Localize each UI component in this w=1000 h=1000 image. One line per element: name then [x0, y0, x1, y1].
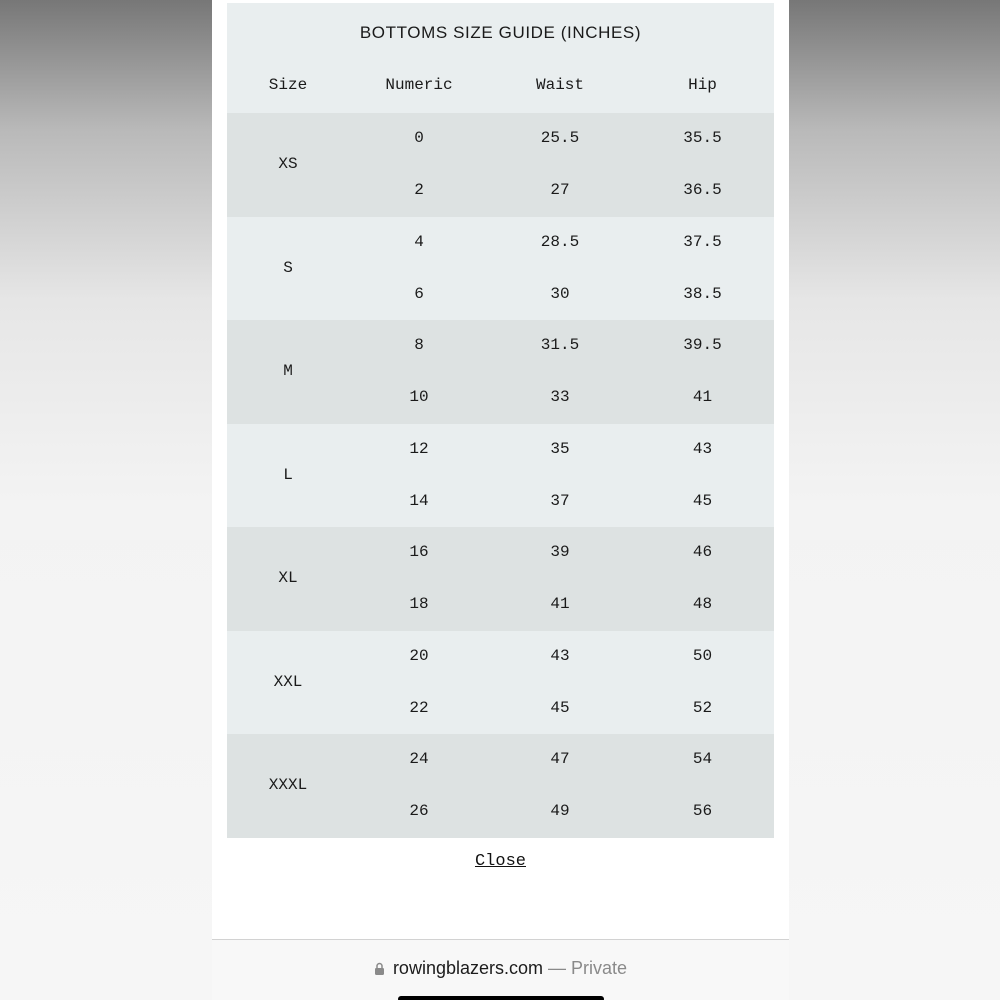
hip-cell: 50 — [692, 647, 713, 665]
table-row — [227, 543, 774, 565]
waist-cell: 45 — [550, 699, 570, 717]
table-row — [227, 802, 774, 824]
waist-cell: 47 — [550, 750, 570, 768]
size-group-xxl — [227, 631, 774, 735]
waist-cell: 27 — [550, 181, 570, 199]
numeric-cell: 0 — [414, 129, 424, 147]
hip-cell: 43 — [692, 440, 713, 458]
hip-cell: 46 — [692, 543, 713, 561]
hip-cell: 41 — [692, 388, 713, 406]
numeric-cell: 20 — [409, 647, 429, 665]
waist-cell: 37 — [550, 492, 570, 510]
hip-cell: 48 — [692, 595, 713, 613]
table-row — [227, 285, 774, 307]
numeric-cell: 18 — [409, 595, 429, 613]
waist-cell: 33 — [550, 388, 570, 406]
size-label: M — [283, 362, 293, 380]
hip-cell: 39.5 — [683, 336, 722, 354]
numeric-cell: 4 — [414, 233, 424, 251]
table-row — [227, 440, 774, 462]
size-group-l — [227, 424, 774, 528]
size-group-s — [227, 217, 774, 321]
hip-cell: 37.5 — [683, 233, 722, 251]
header-waist: Waist — [535, 76, 584, 94]
table-row — [227, 647, 774, 669]
size-label: XS — [278, 155, 298, 173]
waist-cell: 43 — [550, 647, 570, 665]
table-row — [227, 750, 774, 772]
size-group-xxxl — [227, 734, 774, 838]
numeric-cell: 2 — [414, 181, 424, 199]
header-hip: Hip — [688, 76, 717, 94]
url-display[interactable] — [212, 958, 789, 979]
table-row — [227, 129, 774, 151]
hip-cell: 52 — [692, 699, 713, 717]
table-row — [227, 233, 774, 255]
size-guide-table — [227, 3, 774, 837]
numeric-cell: 26 — [409, 802, 429, 820]
waist-cell: 28.5 — [540, 233, 580, 251]
home-indicator[interactable] — [398, 996, 604, 1000]
hip-cell: 38.5 — [683, 285, 722, 303]
numeric-cell: 10 — [409, 388, 429, 406]
waist-cell: 39 — [550, 543, 570, 561]
table-header-row — [227, 76, 774, 100]
table-row — [227, 699, 774, 721]
numeric-cell: 8 — [414, 336, 424, 354]
background-right — [789, 0, 1000, 1000]
waist-cell: 25.5 — [540, 129, 580, 147]
background-left — [0, 0, 212, 1000]
phone-screen — [212, 0, 789, 1000]
numeric-cell: 24 — [409, 750, 429, 768]
numeric-cell: 14 — [409, 492, 429, 510]
size-label: S — [283, 259, 293, 277]
table-row — [227, 336, 774, 358]
size-label: XL — [278, 569, 298, 587]
waist-cell: 30 — [550, 285, 570, 303]
waist-cell: 41 — [550, 595, 570, 613]
lock-icon — [374, 959, 385, 972]
size-group-xs — [227, 113, 774, 217]
url-domain: rowingblazers.com — [392, 958, 543, 978]
privacy-label: — Private — [548, 958, 628, 978]
table-row — [227, 595, 774, 617]
browser-url-bar[interactable] — [212, 939, 789, 1000]
table-row — [227, 492, 774, 514]
waist-cell: 35 — [550, 440, 570, 458]
size-group-xl — [227, 527, 774, 631]
header-numeric: Numeric — [385, 76, 453, 94]
size-label: XXL — [273, 673, 303, 691]
size-label: XXXL — [268, 776, 308, 794]
close-link[interactable]: Close — [474, 852, 526, 871]
numeric-cell: 12 — [409, 440, 429, 458]
hip-cell: 45 — [692, 492, 713, 510]
hip-cell: 56 — [692, 802, 713, 820]
numeric-cell: 22 — [409, 699, 429, 717]
table-row — [227, 388, 774, 410]
waist-cell: 49 — [550, 802, 570, 820]
hip-cell: 35.5 — [683, 129, 722, 147]
numeric-cell: 6 — [414, 285, 424, 303]
waist-cell: 31.5 — [540, 336, 580, 354]
numeric-cell: 16 — [409, 543, 429, 561]
table-row — [227, 181, 774, 203]
header-size: Size — [268, 76, 308, 94]
hip-cell: 54 — [692, 750, 713, 768]
size-label: L — [283, 466, 293, 484]
size-group-m — [227, 320, 774, 424]
size-guide-title: BOTTOMS SIZE GUIDE (INCHES) — [359, 23, 642, 42]
hip-cell: 36.5 — [683, 181, 722, 199]
